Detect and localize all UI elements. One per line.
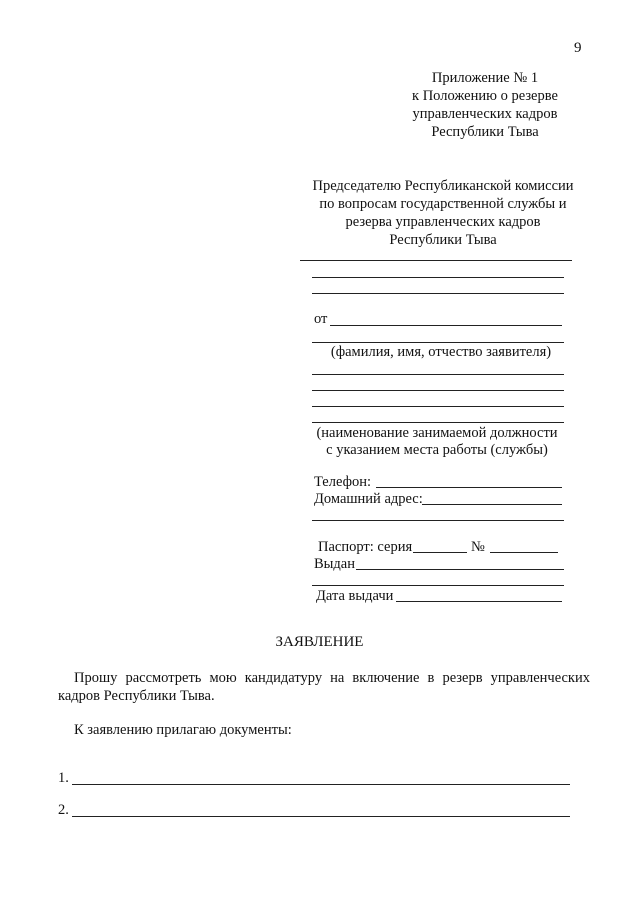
position-blank-line-4[interactable] [312,422,564,423]
addressee-line-3: резерва управленческих кадров [345,214,541,230]
document-heading: ЗАЯВЛЕНИЕ [275,634,364,650]
list-item-field[interactable] [72,816,570,817]
passport-issued-label: Выдан [314,556,355,572]
passport-series-label: Паспорт: серия [318,539,413,555]
addressee-blank-line-2[interactable] [312,277,564,278]
addressee-line-2: по вопросам государственной службы и [319,196,567,212]
passport-number-field[interactable] [490,552,558,553]
appendix-line-1: Приложение № 1 [431,70,539,86]
position-blank-line-2[interactable] [312,390,564,391]
from-blank-line-2[interactable] [312,342,564,343]
passport-date-label: Дата выдачи [316,588,394,604]
list-item-number: 1. [58,770,69,786]
address-label: Домашний адрес: [314,491,423,507]
passport-issued-field[interactable] [356,569,564,570]
from-blank-line[interactable] [330,325,562,326]
address-field[interactable] [422,504,562,505]
addressee-blank-line-1[interactable] [300,260,572,261]
position-caption-line-2: с указанием места работы (службы) [326,442,548,458]
passport-issued-field-2[interactable] [312,585,564,586]
appendix-line-3: управленческих кадров [412,106,558,122]
position-blank-line-1[interactable] [312,374,564,375]
appendix-line-4: Республики Тыва [431,124,539,140]
addressee-blank-line-3[interactable] [312,293,564,294]
appendix-line-2: к Положению о резерве [412,88,558,104]
passport-date-field[interactable] [396,601,562,602]
fio-caption: (фамилия, имя, отчество заявителя) [330,344,552,360]
position-caption-line-1: (наименование занимаемой должности [316,425,558,441]
request-text-line-2: кадров Республики Тыва. [58,688,215,704]
address-field-2[interactable] [312,520,564,521]
position-blank-line-3[interactable] [312,406,564,407]
phone-field[interactable] [376,487,562,488]
phone-label: Телефон: [314,474,372,490]
from-label: от [314,311,328,327]
list-item-field[interactable] [72,784,570,785]
addressee-line-4: Республики Тыва [389,232,497,248]
list-item-number: 2. [58,802,69,818]
passport-number-label: № [471,539,485,555]
passport-series-field[interactable] [413,552,467,553]
attach-text: К заявлению прилагаю документы: [74,722,292,738]
page-number: 9 [574,40,582,56]
request-text-line-1: Прошу рассмотреть мою кандидатуру на включение в резерв управленческих [74,670,590,686]
addressee-line-1: Председателю Республиканской комиссии [312,178,574,194]
